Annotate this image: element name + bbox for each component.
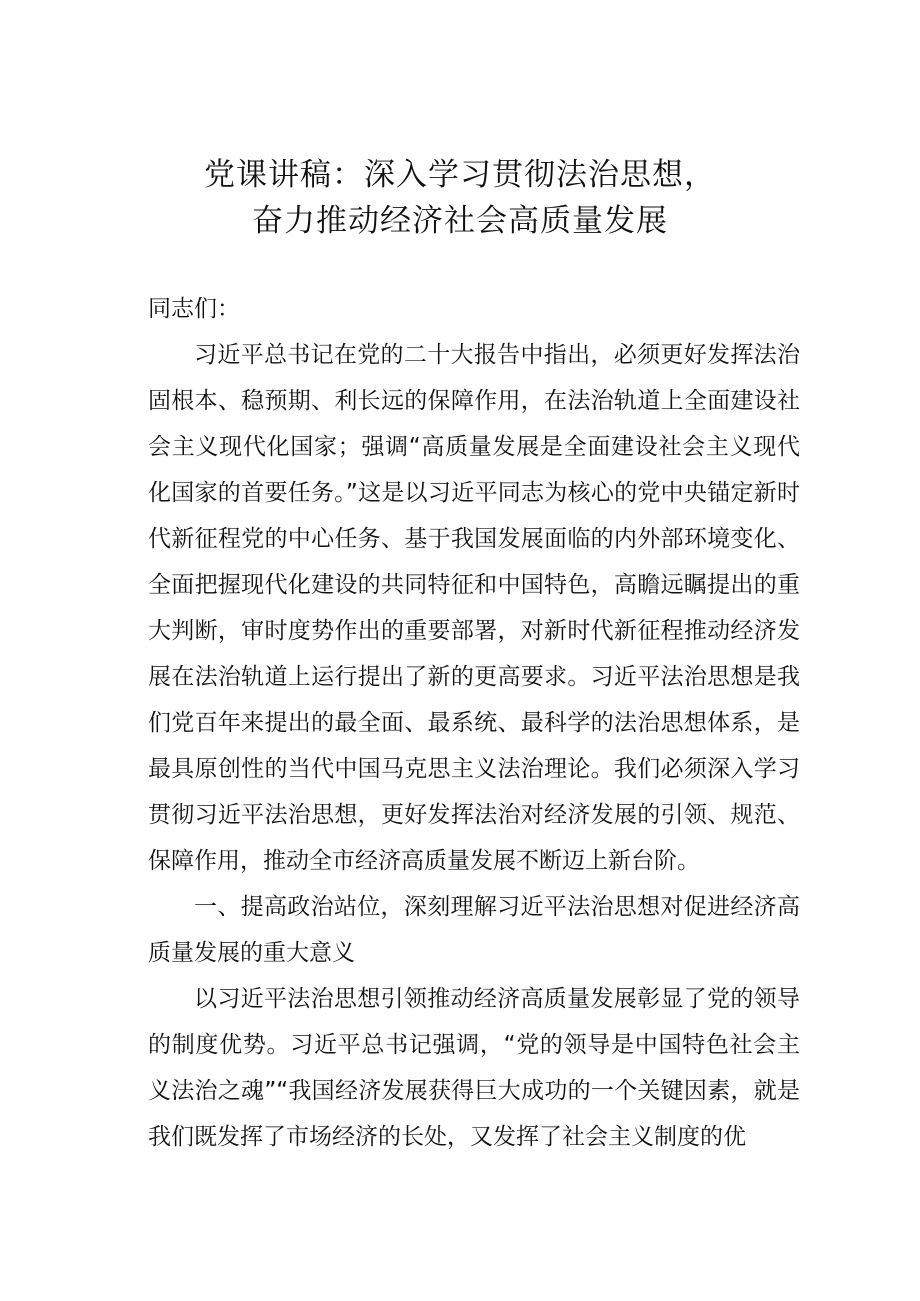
paragraph-2: 以习近平法治思想引领推动经济高质量发展彰显了党的领导的制度优势。习近平总书记强调，“党的领导是中国特色社会主义法治之魂”“我国经济发展获得巨大成功的一个关键因素，就是我们既发挥了市场经济的长处，又发挥了社会主义制度的优 — [148, 986, 800, 1150]
document-body — [148, 286, 800, 1160]
title-line-1: 党课讲稿：深入学习贯彻法治思想， — [204, 157, 716, 193]
section-heading-1: 一、提高政治站位，深刻理解习近平法治思想对促进经济高质量发展的重大意义 — [148, 894, 800, 966]
greeting: 同志们： — [148, 296, 240, 322]
document-title — [0, 152, 920, 244]
title-line-2: 奋力推动经济社会高质量发展 — [252, 203, 668, 239]
paragraph-1: 习近平总书记在党的二十大报告中指出，必须更好发挥法治固根本、稳预期、利长远的保障作用，在法治轨道上全面建设社会主义现代化国家；强调“高质量发展是全面建设社会主义现代化国家的首要任务。”这是以习近平同志为核心的党中央锚定新时代新征程党的中心任务、基于我国发展面临的内外部环境变化、全面把握现代化建设的共同特征和中国特色，高瞻远瞩提出的重大判断，审时度势作出的重要部署，对新时代新征程推动经济发展在法治轨道上运行提出了新的更高要求。习近平法治思想是我们党百年来提出的最全面、最系统、最科学的法治思想体系，是最具原创性的当代中国马克思主义法治理论。我们必须深入学习贯彻习近平法治思想，更好发挥法治对经济发展的引领、规范、保障作用，推动全市经济高质量发展不断迈上新台阶。 — [148, 342, 800, 874]
